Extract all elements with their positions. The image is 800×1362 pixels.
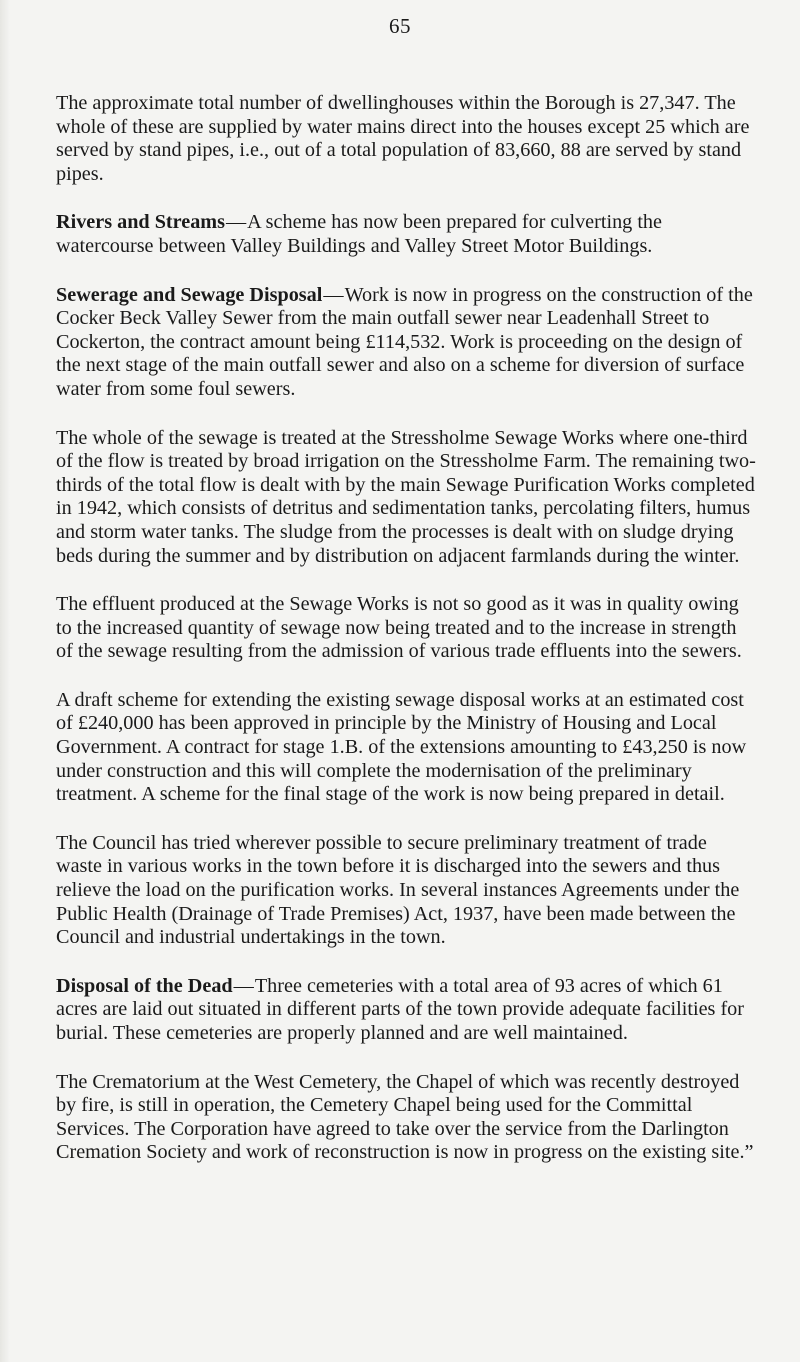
- paragraph-trade-waste: [56, 832, 756, 950]
- paragraph-text: Three cemeteries with a total area of 93 acres of which 61 acres are laid out situated in different parts of the town provide adequate facilities for burial. These cemeteries are properly planned and are well maintained.: [56, 974, 744, 1044]
- paragraph-text: The effluent produced at the Sewage Works is not so good as it was in quality owing to the increased quantity of sewage now being treated and to the increase in strength of the sewage resulting from the admission of various trade effluents into the sewers.: [56, 593, 742, 663]
- paragraph-rivers-and-streams: [56, 211, 756, 258]
- heading-dash: —: [225, 211, 247, 234]
- paragraph-sewerage: [56, 284, 756, 402]
- paragraph-text: The approximate total number of dwellinghouses within the Borough is 27,347. The whole of these are supplied by water mains direct into the houses except 25 which are served by stand pipes, i.e., out of a total population of 83,660, 88 are served by stand pipes.: [56, 92, 750, 185]
- paragraph-disposal-of-dead: [56, 975, 756, 1046]
- paragraph-text: The Council has tried wherever possible to secure preliminary treatment of trade waste in various works in the town before it is discharged into the sewers and thus relieve the load on the purification works. In several instances Agreements under the Public Health (Drainage of Trade Premises) Act, 1937, have been made between the Council and industrial undertakings in the town.: [56, 831, 740, 949]
- paragraph-effluent: [56, 593, 756, 664]
- page-edge-shadow: [0, 0, 10, 1362]
- section-heading: Rivers and Streams: [56, 211, 225, 234]
- paragraph-dwellinghouses: [56, 92, 756, 186]
- page-number: 65: [389, 14, 411, 38]
- paragraph-text: The Crematorium at the West Cemetery, the Chapel of which was recently destroyed by fire, is still in operation, the Cemetery Chapel being used for the Committal Services. The Corporation have agreed to take over the service from the Darlington Cremation Society and work of reconstruction is now in progress on the existing site.”: [56, 1070, 754, 1164]
- paragraph-text: A draft scheme for extending the existing sewage disposal works at an estimated cost of £240,000 has been approved in principle by the Ministry of Housing and Local Government. A contract for stage 1.B. of the extensions amounting to £43,250 is now under construction and this will complete the modernisation of the preliminary treatment. A scheme for the final stage of the work is now being prepared in detail.: [56, 688, 747, 806]
- paragraph-crematorium: [56, 1071, 756, 1165]
- document-body: [56, 92, 756, 1190]
- paragraph-text: Work is now in progress on the construction of the Cocker Beck Valley Sewer from the main outfall sewer near Leadenhall Street to Cockerton, the contract amount being £114,532. Work is proceeding on the design of the next stage of the main outfall sewer and also on a scheme for diversion of surface water from some foul sewers.: [56, 283, 753, 400]
- section-heading: Sewerage and Sewage Disposal: [56, 283, 323, 306]
- paragraph-text: The whole of the sewage is treated at the Stressholme Sewage Works where one-third of the flow is treated by broad irrigation on the Stressholme Farm. The remaining two-thirds of the total flow is dealt with by the main Sewage Purification Works completed in 1942, which consists of detritus and sedimentation tanks, percolating filters, humus and storm water tanks. The sludge from the processes is dealt with on sludge drying beds during the summer and by distribution on adjacent farmlands during the winter.: [56, 426, 756, 567]
- paragraph-sewage-treatment: [56, 427, 756, 569]
- heading-dash: —: [323, 283, 344, 306]
- heading-dash: —: [233, 974, 254, 997]
- section-heading: Disposal of the Dead: [56, 974, 233, 997]
- paragraph-text: A scheme has now been prepared for culverting the watercourse between Valley Buildings and Valley Street Motor Buildings.: [56, 211, 662, 257]
- paragraph-draft-scheme: [56, 689, 756, 807]
